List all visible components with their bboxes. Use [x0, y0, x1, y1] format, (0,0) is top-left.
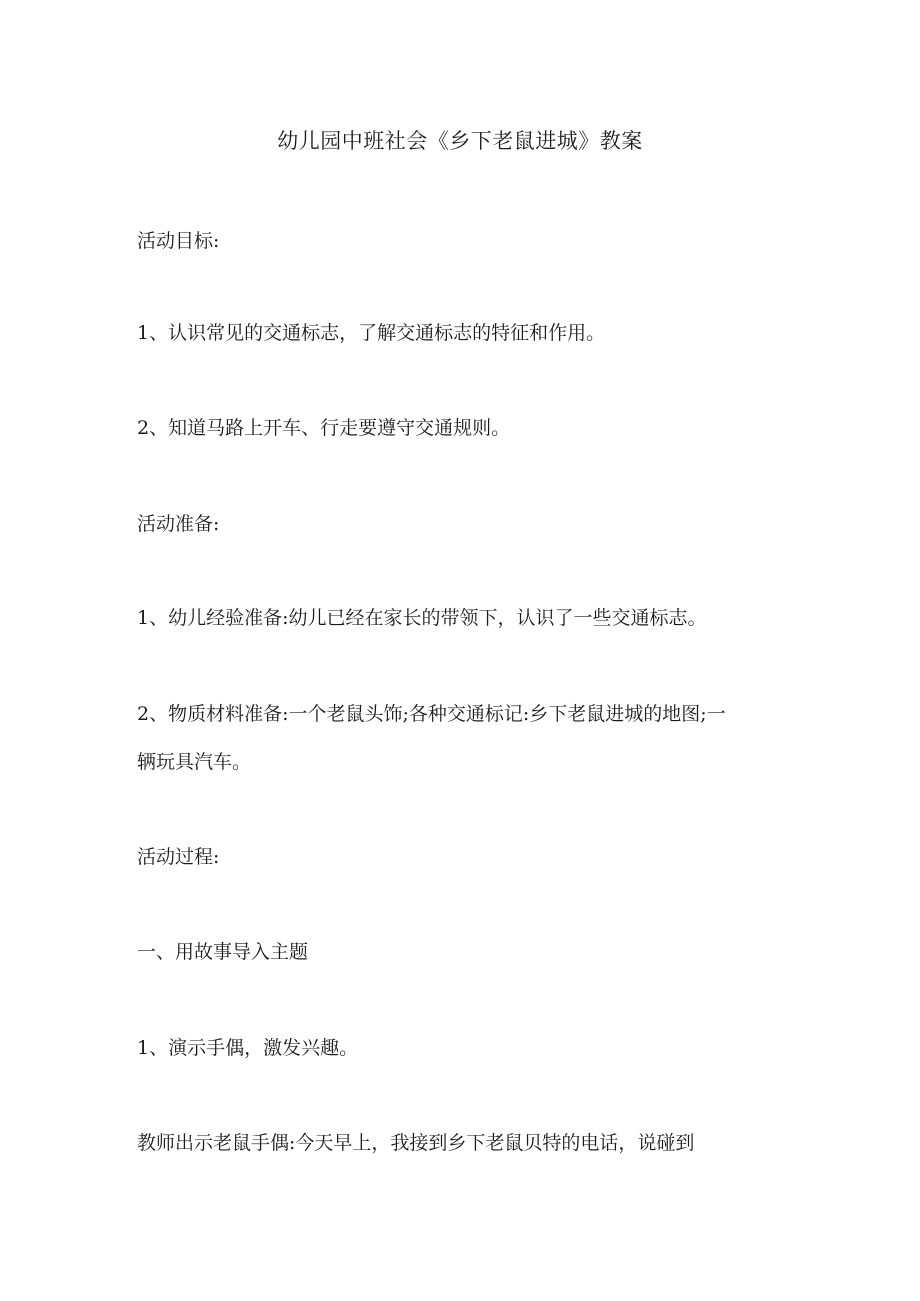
preparation-item-1: 1、幼儿经验准备:幼儿已经在家长的带领下，认识了一些交通标志。 [137, 607, 707, 629]
heading-activity-process: 活动过程: [137, 846, 220, 868]
heading-activity-goals: 活动目标: [137, 230, 220, 252]
goal-item-1: 1、认识常见的交通标志，了解交通标志的特征和作用。 [137, 322, 606, 344]
preparation-item-2: 2、物质材料准备:一个老鼠头饰;各种交通标记:乡下老鼠进城的地图;一 [137, 703, 726, 725]
document-title: 幼儿园中班社会《乡下老鼠进城》教案 [277, 129, 643, 153]
process-section-1: 一、用故事导入主题 [137, 941, 309, 963]
goal-item-2: 2、知道马路上开车、行走要遵守交通规则。 [137, 417, 511, 439]
preparation-item-2-continued: 辆玩具汽车。 [137, 751, 252, 773]
teacher-script-paragraph: 教师出示老鼠手偶:今天早上，我接到乡下老鼠贝特的电话，说碰到 [137, 1132, 695, 1154]
process-step-1: 1、演示手偶，激发兴趣。 [137, 1037, 359, 1059]
heading-activity-preparation: 活动准备: [137, 513, 220, 535]
